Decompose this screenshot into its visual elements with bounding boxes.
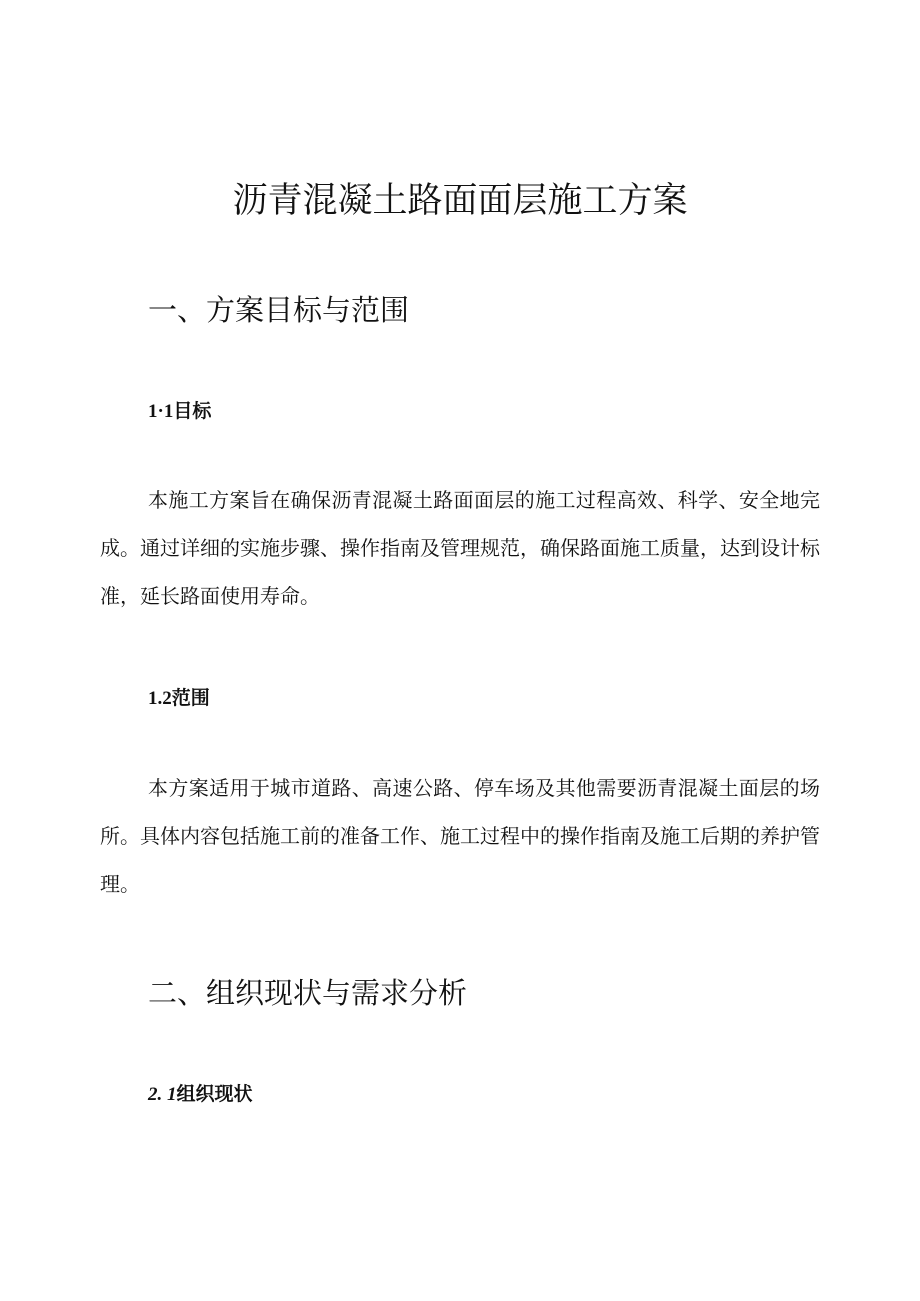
subsection-number: 1.2 — [148, 688, 172, 709]
section-heading-1: 一、方案目标与范围 — [148, 293, 410, 327]
subsection-heading-1-1 — [148, 397, 211, 426]
subsection-number: 2. 1 — [148, 1084, 177, 1105]
paragraph-scope: 本方案适用于城市道路、高速公路、停车场及其他需要沥青混凝土面层的场所。具体内容包括施工前的准备工作、施工过程中的操作指南及施工后期的养护管理。 — [100, 776, 820, 896]
paragraph-goal: 本施工方案旨在确保沥青混凝土路面面层的施工过程高效、科学、安全地完成。通过详细的实施步骤、操作指南及管理规范，确保路面施工质量，达到设计标准，延长路面使用寿命。 — [100, 488, 820, 608]
subsection-number: 1·1 — [148, 401, 174, 422]
subsection-heading-1-2 — [148, 684, 210, 713]
section-heading-2: 二、组织现状与需求分析 — [148, 976, 468, 1010]
subsection-title: 目标 — [173, 400, 212, 422]
subsection-title: 范围 — [171, 687, 210, 709]
document-title: 沥青混凝土路面面层施工方案 — [232, 181, 688, 221]
subsection-heading-2-1 — [148, 1080, 253, 1109]
subsection-title: 组织现状 — [176, 1083, 253, 1105]
